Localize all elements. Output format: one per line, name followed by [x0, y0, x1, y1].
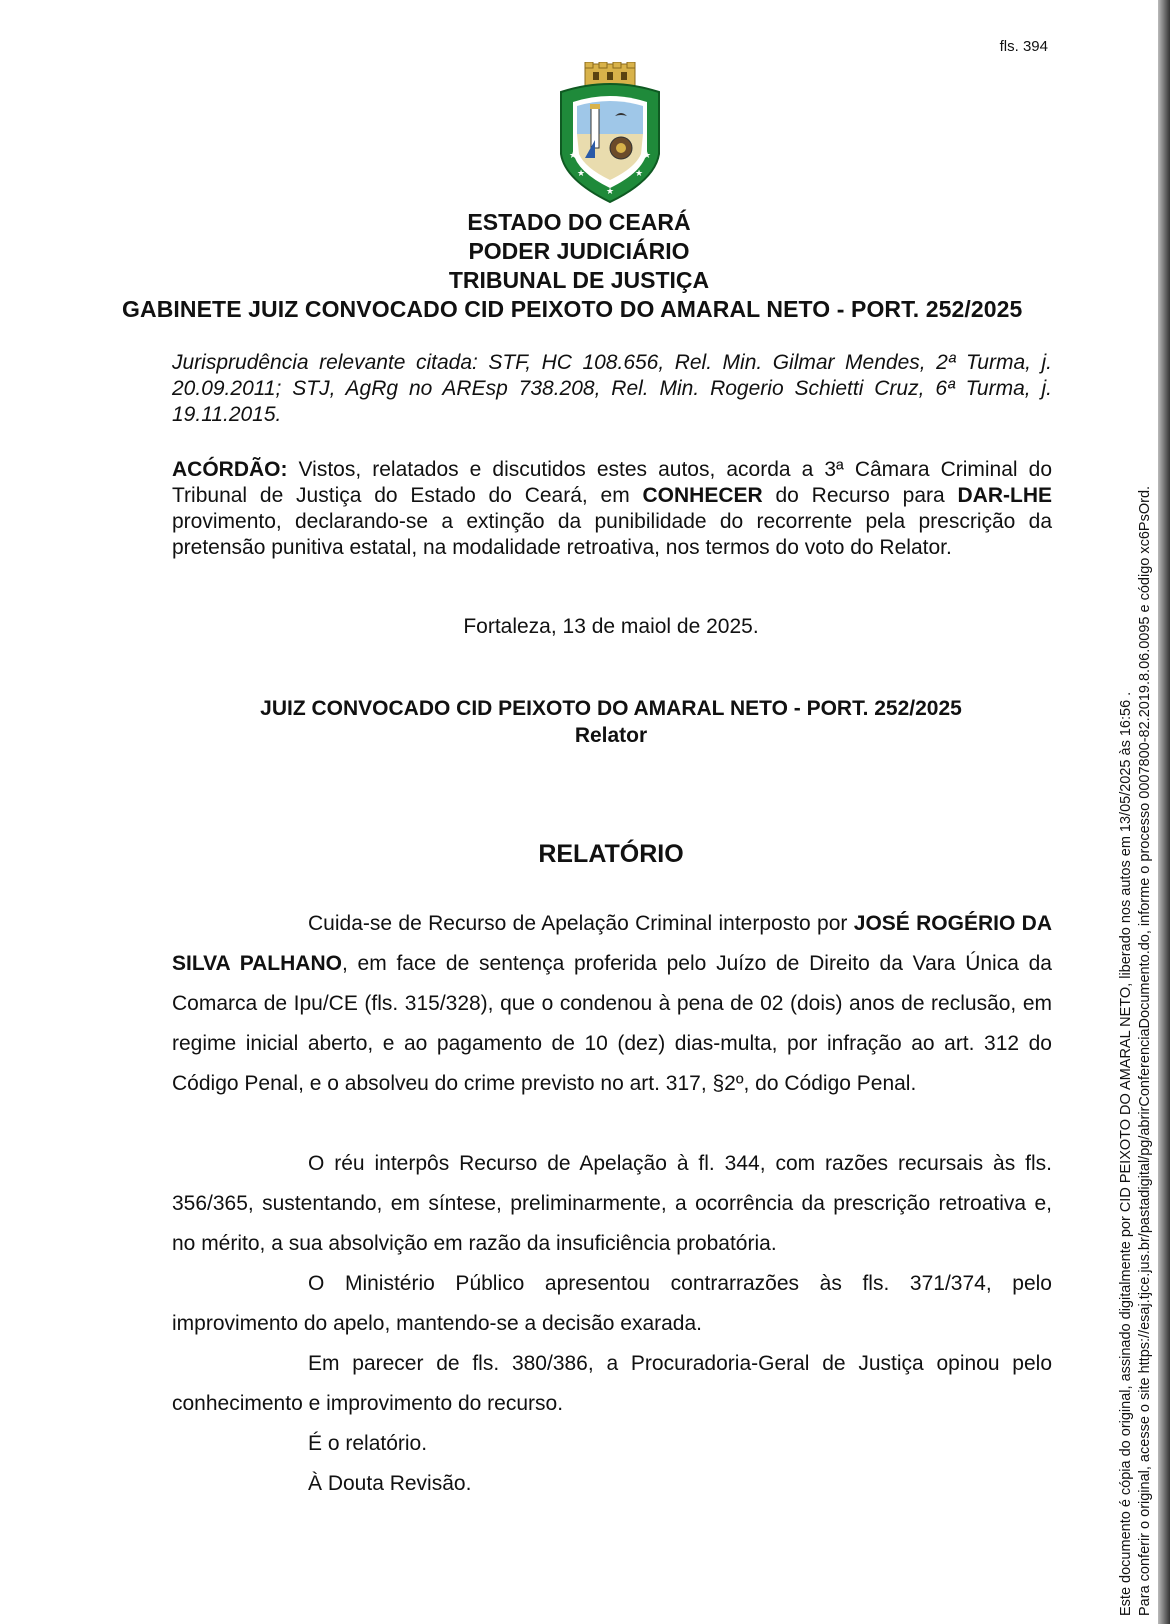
header-court: TRIBUNAL DE JUSTIÇA	[448, 267, 710, 293]
acordao-bold-2: DAR-LHE	[957, 484, 1052, 507]
svg-text:★: ★	[569, 151, 578, 161]
signature-note-line-1: Este documento é cópia do original, assinado digitalmente por CID PEIXOTO DO AMARAL NETO, liberado nos autos em 13/05/2025 às 16:56 .	[1118, 691, 1134, 1616]
report-paragraph-4: Em parecer de fls. 380/386, a Procuradoria-Geral de Justiça opinou pelo conhecimento e improvimento do recurso.	[172, 1352, 1052, 1415]
jurisprudence-citation: Jurisprudência relevante citada: STF, HC 108.656, Rel. Min. Gilmar Mendes, 2ª Turma, j. 20.09.2011; STJ, AgRg no AREsp 738.208, Rel. Min. Rogerio Schietti Cruz, 6ª Turma, j. 19.11.2015.	[172, 351, 1052, 426]
acordao-text-2: do Recurso para	[762, 484, 958, 507]
place-date: Fortaleza, 13 de maiol de 2025.	[463, 615, 759, 638]
report-p1-text-b: , em face de sentença proferida pelo Juízo de Direito da Vara Única da Comarca de Ipu/CE (fls. 315/328), que o condenou à pena de 02 (dois) anos de reclusão, em regime inicial aberto, e ao pagamento de 10 (dez) dias-multa, por infração ao art. 312 do Código Penal, e o absolveu do crime previsto no art. 317, §2º, do Código Penal.	[172, 952, 1052, 1095]
report-paragraph-3: O Ministério Público apresentou contrarrazões às fls. 371/374, pelo improvimento do apelo, mantendo-se a decisão exarada.	[172, 1272, 1052, 1335]
report-paragraph-1	[172, 904, 1052, 1104]
report-title: RELATÓRIO	[538, 840, 684, 868]
report-paragraph-2: O réu interpôs Recurso de Apelação à fl. 344, com razões recursais às fls. 356/365, sustentando, em síntese, preliminarmente, a ocorrência da prescrição retroativa e, no mérito, a sua absolvição em razão da insuficiência probatória.	[172, 1152, 1052, 1255]
signature-role: Relator	[574, 724, 648, 747]
signature-note-line-2: Para conferir o original, acesse o site https://esaj.tjce.jus.br/pastadigital/pg/abrirConferenciaDocumento.do, informe o processo 0007800-82.2019.8.06.0095 e código xc6PsOrd.	[1137, 485, 1153, 1616]
report-p1-text-a: Cuida-se de Recurso de Apelação Criminal interposto por	[308, 912, 854, 935]
acordao-paragraph	[172, 457, 1052, 561]
digital-signature-note	[1117, 256, 1155, 1616]
defendant-name: JOSÉ ROGÉRIO DA SILVA PALHANO	[172, 912, 1053, 975]
acordao-label: ACÓRDÃO:	[172, 458, 288, 481]
svg-text:★: ★	[577, 169, 586, 179]
header-power: PODER JUDICIÁRIO	[468, 238, 690, 264]
svg-text:★: ★	[643, 151, 652, 161]
svg-text:★: ★	[606, 187, 615, 197]
header-state: ESTADO DO CEARÁ	[467, 209, 691, 235]
report-paragraph-6: À Douta Revisão.	[308, 1472, 472, 1495]
signature-name: JUIZ CONVOCADO CID PEIXOTO DO AMARAL NETO - PORT. 252/2025	[260, 697, 962, 720]
acordao-text-3: provimento, declarando-se a extinção da punibilidade do recorrente pela prescrição da pretensão punitiva estatal, na modalidade retroativa, nos termos do voto do Relator.	[172, 510, 1052, 559]
page-edge	[1158, 0, 1170, 1624]
acordao-bold-1: CONHECER	[642, 484, 763, 507]
header-chamber: GABINETE JUIZ CONVOCADO CID PEIXOTO DO AMARAL NETO - PORT. 252/2025	[122, 296, 1023, 322]
report-paragraph-5: É o relatório.	[308, 1432, 428, 1455]
page-number: fls. 394	[999, 38, 1048, 55]
acordao-text-1: Vistos, relatados e discutidos estes autos, acorda a 3ª Câmara Criminal do Tribunal de Justiça do Estado do Ceará, em	[172, 458, 1052, 507]
ceara-coat-of-arms-icon	[555, 62, 665, 204]
svg-text:★: ★	[635, 169, 644, 179]
